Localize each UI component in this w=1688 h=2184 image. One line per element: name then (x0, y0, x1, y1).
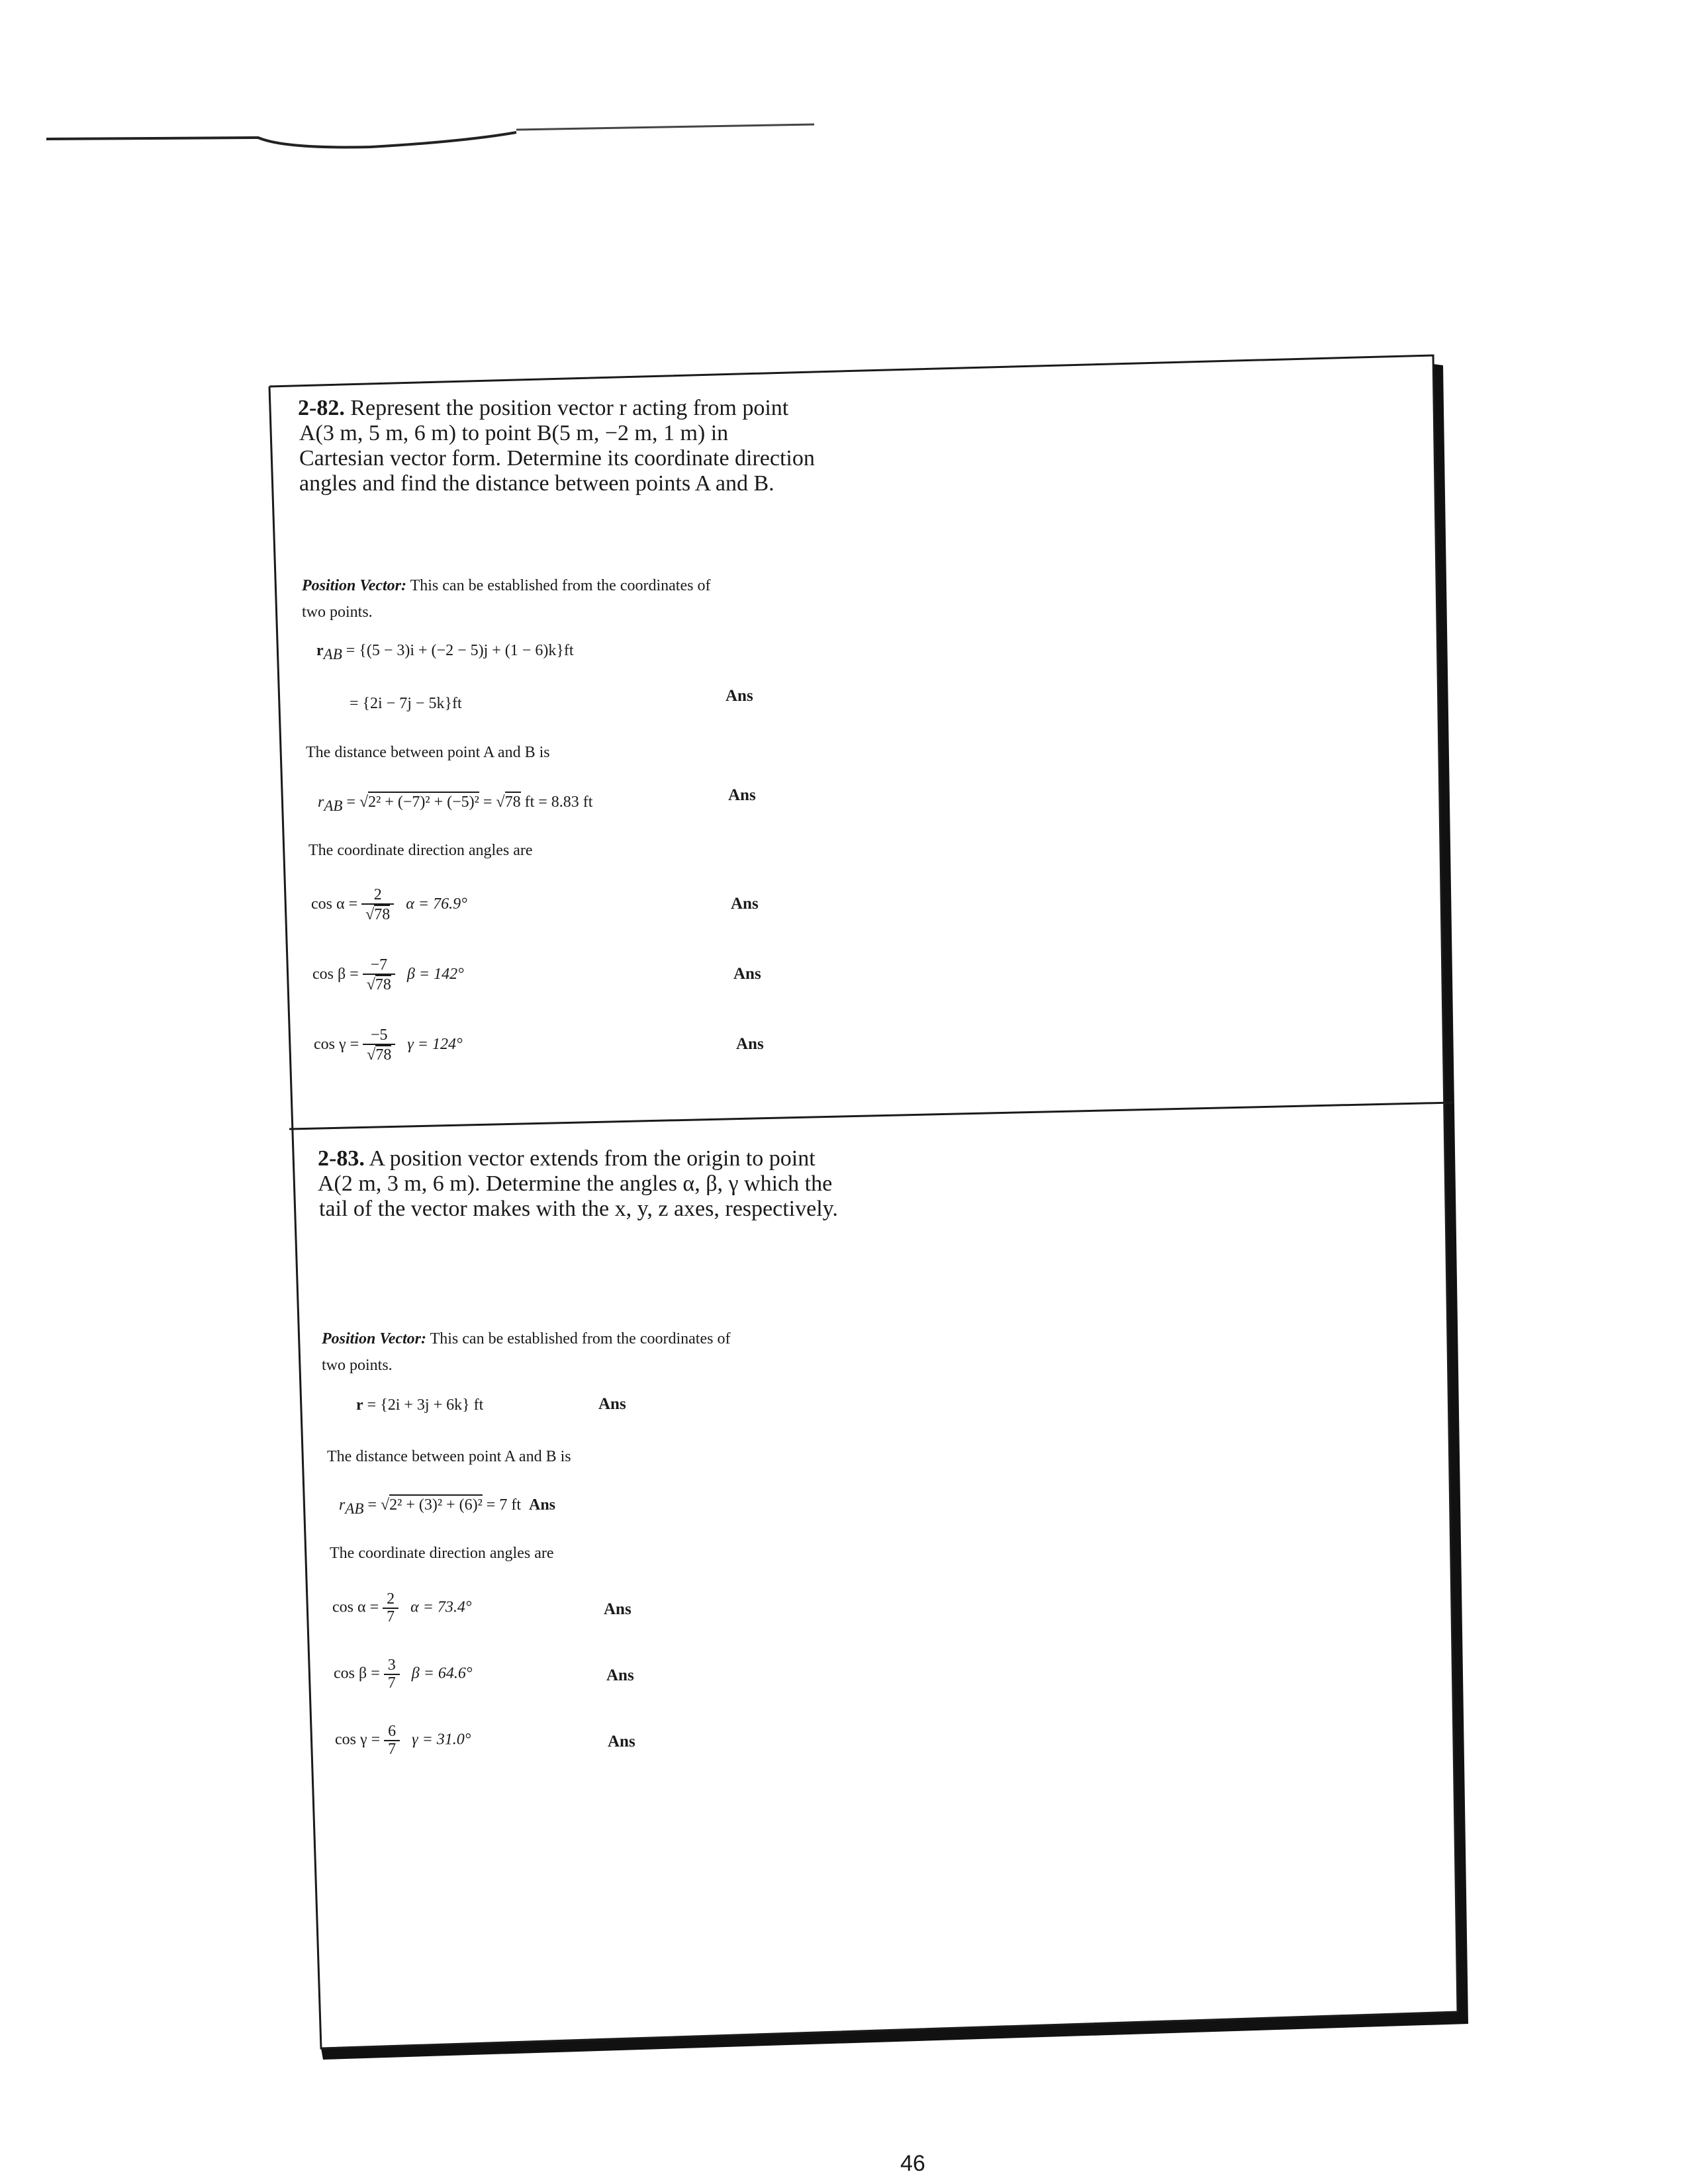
problem-statement-line: 2-83. A position vector extends from the origin to point (318, 1146, 816, 1171)
distance-equation: $r_{AB} = √2^2 + (-7)^2 + (-5)^2 = √78$ ft = 8.83 ft (318, 792, 592, 815)
answer-label: Ans (731, 895, 759, 913)
radicand: 2² + (−7)² + (−5)² (368, 792, 479, 811)
answer-label: Ans (604, 1600, 632, 1618)
position-vector-paragraph: Position Vector: This can be established from the coordinates of (302, 577, 711, 594)
problem-number: 2-83. (318, 1146, 365, 1171)
position-vector-heading: Position Vector: (322, 1330, 427, 1347)
page-number: 46 (900, 2151, 925, 2176)
answer-label: Ans (726, 687, 753, 705)
problem-number: 2-82. (298, 396, 345, 420)
fraction: $\frac{2}{√78}$ (361, 887, 394, 923)
cos-alpha-equation: cos α = $\frac{2}{7}$ α = 73.4° (332, 1590, 472, 1626)
fraction: $\frac{-7}{√78}$ (363, 957, 395, 993)
cos-gamma-equation: cos γ = $\frac{-5}{√78}$ γ = 124° (314, 1026, 463, 1064)
answer-label: Ans (608, 1733, 635, 1751)
position-vector-heading: Position Vector: (302, 577, 407, 594)
distance-text: The distance between point A and B is (327, 1448, 571, 1465)
fraction: $\frac{2}{7}$ (383, 1591, 399, 1625)
radicand: 2² + (3)² + (6)² (389, 1494, 483, 1514)
answer-label: Ans (733, 965, 761, 983)
cos-beta-equation: cos β = $\frac{-7}{√78}$ β = 142° (312, 956, 464, 994)
angles-text: The coordinate direction angles are (308, 842, 533, 859)
position-vector-text: two points. (302, 604, 373, 621)
cos-beta-equation: cos β = $\frac{3}{7}$ β = 64.6° (334, 1657, 473, 1692)
problem-statement-line: Cartesian vector form. Determine its coordinate direction (299, 446, 815, 471)
answer-label: Ans (728, 786, 756, 804)
position-vector-paragraph: Position Vector: This can be established from the coordinates of (322, 1330, 731, 1347)
answer-label: Ans (529, 1496, 556, 1514)
cos-alpha-equation: cos α = $\frac{2}{√78}$ α = 76.9° (311, 886, 467, 924)
rab-expression: $r_{AB} = \{(5 - 3)i + (-2 - 5)j + (1 - 6)k\}ft$ (316, 642, 574, 662)
fraction: $\frac{6}{7}$ (384, 1723, 400, 1758)
r-expression: r = {2i + 3j + 6k} ft (356, 1396, 484, 1414)
answer-label: Ans (598, 1395, 626, 1413)
distance-equation: $r_{AB} = √2^2 + (3)^2 + (6)^2 = 7$ ft Ans (339, 1494, 555, 1518)
angles-text: The coordinate direction angles are (330, 1545, 554, 1562)
answer-label: Ans (736, 1035, 764, 1053)
problem-statement-line: A(3 m, 5 m, 6 m) to point B(5 m, −2 m, 1 m) in (299, 421, 729, 445)
problem-statement-line: 2-82. Represent the position vector r acting from point (298, 396, 789, 420)
fraction: $\frac{-5}{√78}$ (363, 1027, 395, 1064)
fraction: $\frac{3}{7}$ (384, 1657, 400, 1692)
position-vector-text: two points. (322, 1357, 393, 1374)
problem-statement-line: tail of the vector makes with the x, y, z axes, respectively. (319, 1197, 838, 1221)
distance-text: The distance between point A and B is (306, 744, 550, 761)
answer-label: Ans (606, 1666, 634, 1684)
rab-result: = {2i − 7j − 5k}ft (350, 695, 462, 712)
problem-statement-line: A(2 m, 3 m, 6 m). Determine the angles α, β, γ which the (318, 1171, 833, 1196)
problem-statement-line: angles and find the distance between points A and B. (299, 471, 774, 496)
cos-gamma-equation: cos γ = $\frac{6}{7}$ γ = 31.0° (335, 1723, 471, 1758)
